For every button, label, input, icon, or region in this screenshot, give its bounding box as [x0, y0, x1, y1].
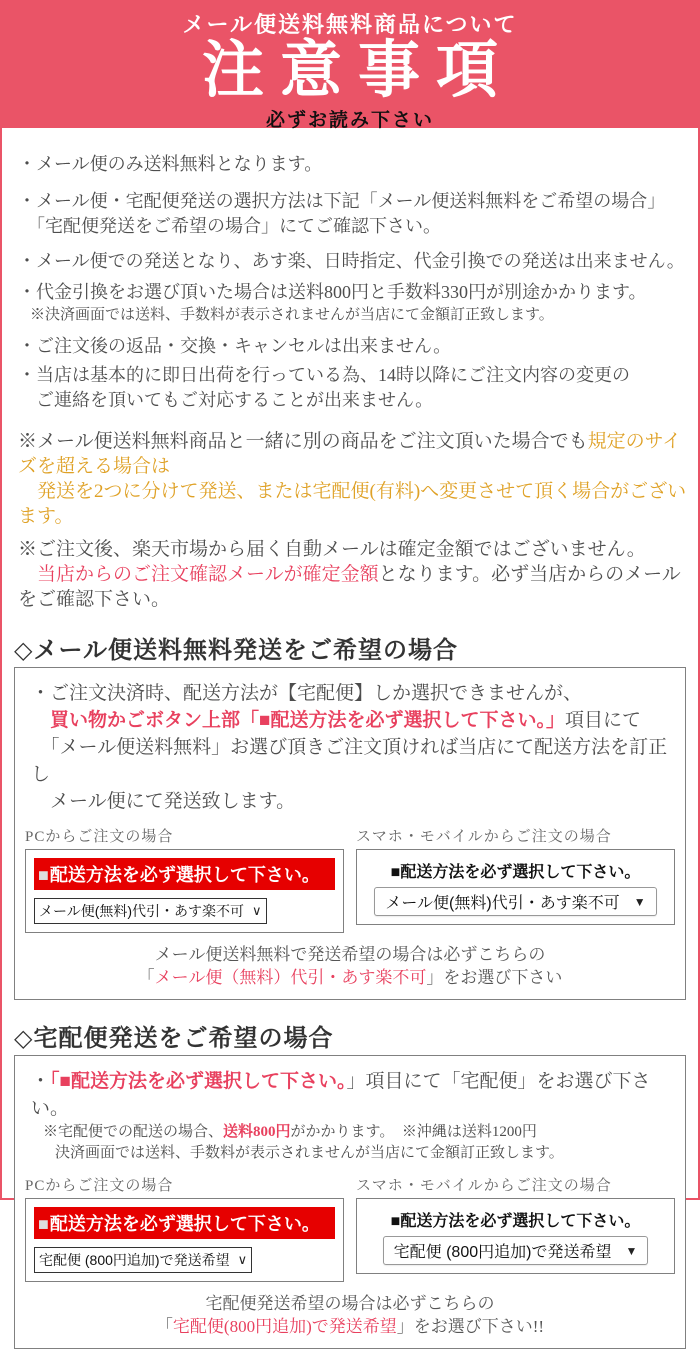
chevron-down-icon: ∨: [252, 903, 262, 918]
mobile-shipping-select[interactable]: [383, 1236, 649, 1265]
header-subtitle: メール便送料無料商品について: [182, 12, 518, 37]
content-area: [0, 128, 700, 1336]
mobile-order-label: スマホ・モバイルからご注文の場合: [356, 1178, 612, 1194]
order-examples: [25, 1174, 675, 1282]
header-banner: [0, 0, 700, 132]
mobile-order-column: [356, 1174, 675, 1282]
chevron-down-icon: ▼: [633, 894, 646, 909]
section-mail-free: [12, 630, 688, 1000]
header-note: 必ずお読み下さい: [265, 110, 434, 132]
banner-text: 配送方法を必ず選択して下さい。: [49, 865, 320, 885]
shipping-method-heading: ■配送方法を必ず選択して下さい。: [390, 1213, 641, 1230]
pc-order-demo: [25, 849, 344, 933]
section-heading: ◇宅配便発送をご希望の場合: [14, 1026, 334, 1052]
shipping-method-heading: ■配送方法を必ず選択して下さい。: [390, 864, 641, 881]
section-heading: ◇メール便送料無料発送をご希望の場合: [14, 638, 458, 664]
selected-option: 宅配便 (800円追加)で発送希望: [39, 1252, 230, 1268]
pc-order-column: [25, 825, 344, 933]
pc-order-label: PCからご注文の場合: [25, 1178, 174, 1194]
note-paragraph: ・代金引換をお選び頂いた場合は送料800円と手数料330円が別途かかります。 ※決済画面では送料、手数料が表示されませんが当店にて金額訂正致します。: [18, 282, 647, 323]
section-courier: [12, 1018, 688, 1349]
selection-instruction: メール便送料無料で発送希望の場合は必ずこちらの 「メール便（無料）代引・あす楽不可」をお選び下さい: [137, 945, 563, 987]
general-notes: [12, 152, 688, 612]
pc-order-label: PCからご注文の場合: [25, 829, 174, 845]
pc-order-column: [25, 1174, 344, 1282]
note-paragraph: ・メール便・宅配便発送の選択方法は下記「メール便送料無料をご希望の場合」 「宅配便発送をご希望の場合」にてご確認下さい。: [18, 191, 666, 236]
banner-text: 配送方法を必ず選択して下さい。: [49, 1214, 320, 1234]
shipping-method-banner: [34, 858, 335, 890]
section-box: [14, 1055, 686, 1349]
note-paragraph-price-confirmation: ※ご注文後、楽天市場から届く自動メールは確定金額ではございません。 当店からのご注文確認メールが確定金額となります。必ず当店からのメールをご確認下さい。: [18, 539, 681, 610]
order-examples: [25, 825, 675, 933]
selected-option: メール便(無料)代引・あす楽不可: [385, 895, 620, 912]
section-intro: ・「■配送方法を必ず選択して下さい。」項目にて「宅配便」をお選び下さい。 ※宅配便での配送の場合、送料800円がかかります。 ※沖縄は送料1200円 決済画面では送料、手数料が表示されませんが当店にて金額訂正致します。: [31, 1071, 651, 1161]
section-box: [14, 667, 686, 1000]
mobile-order-demo: [356, 849, 675, 925]
pc-shipping-select[interactable]: [34, 898, 267, 924]
mobile-shipping-select[interactable]: [374, 887, 656, 916]
selected-option: メール便(無料)代引・あす楽不可: [39, 903, 245, 919]
pc-order-demo: [25, 1198, 344, 1282]
square-bullet-icon: ■: [38, 1214, 49, 1234]
mobile-order-column: [356, 825, 675, 933]
mobile-order-demo: [356, 1198, 675, 1274]
selection-instruction: 宅配便発送希望の場合は必ずこちらの 「宅配便(800円追加)で発送希望」をお選び下さい!!: [155, 1294, 545, 1336]
shipping-method-banner: [34, 1207, 335, 1239]
page-title: 注意事項: [201, 37, 514, 105]
note-paragraph: ・メール便のみ送料無料となります。: [18, 154, 323, 174]
selected-option: 宅配便 (800円追加)で発送希望: [393, 1244, 612, 1261]
section-intro: ・ご注文決済時、配送方法が【宅配便】しか選択できませんが、 買い物かごボタン上部「■配送方法を必ず選択して下さい。」項目にて 「メール便送料無料」お選び頂きご注文頂ければ当店にて配送方法を訂正し メール便にて発送致します。: [31, 683, 668, 812]
pc-shipping-select[interactable]: [34, 1247, 252, 1273]
note-paragraph-size-warning: ※メール便送料無料商品と一緒に別の商品をご注文頂いた場合でも規定のサイズを超える場合は 発送を2つに分けて発送、または宅配便(有料)へ変更させて頂く場合がございます。: [18, 431, 687, 527]
chevron-down-icon: ∨: [237, 1252, 248, 1267]
note-paragraph: ・当店は基本的に即日出荷を行っている為、14時以降にご注文内容の変更の ご連絡を頂いてもご対応することが出来ません。: [18, 365, 630, 410]
note-paragraph: ・ご注文後の返品・交換・キャンセルは出来ません。: [18, 336, 452, 356]
mobile-order-label: スマホ・モバイルからご注文の場合: [356, 829, 612, 845]
chevron-down-icon: ▼: [625, 1243, 638, 1258]
note-paragraph: ・メール便での発送となり、あす楽、日時指定、代金引換での発送は出来ません。: [18, 251, 685, 271]
square-bullet-icon: ■: [38, 865, 49, 885]
